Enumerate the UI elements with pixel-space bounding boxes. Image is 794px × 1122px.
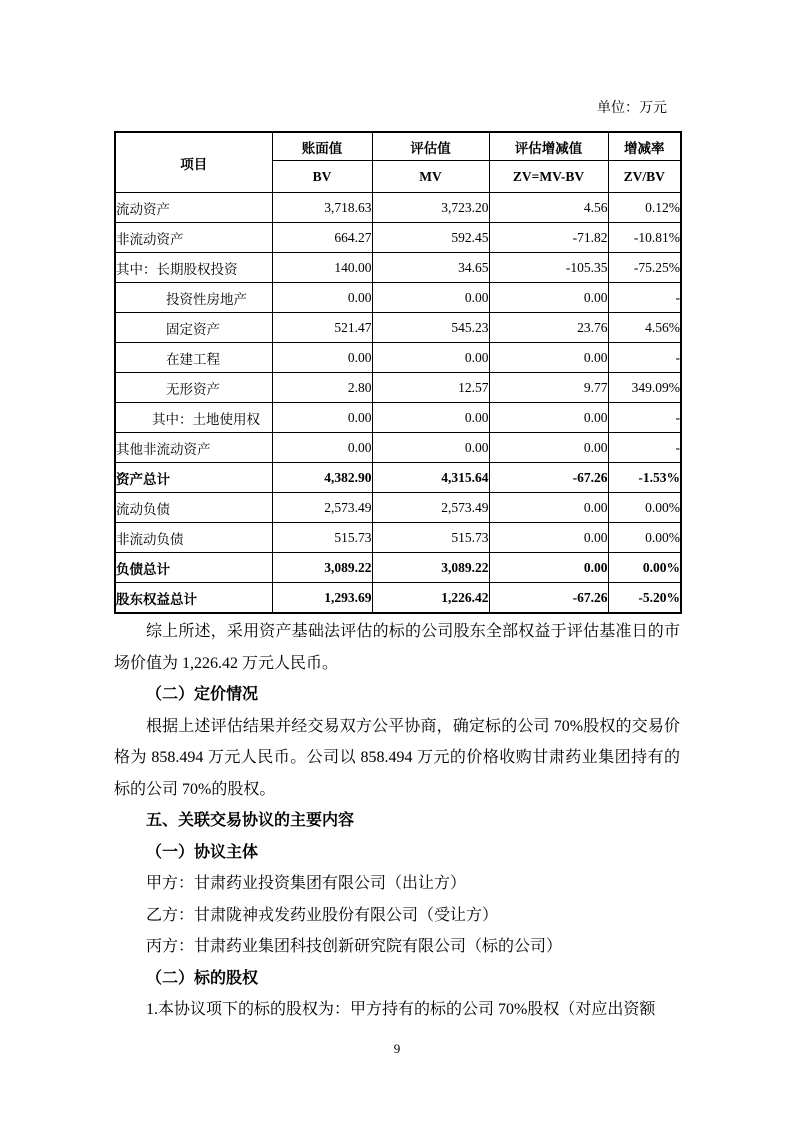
cell-rate: - <box>608 283 681 313</box>
cell-zv: -67.26 <box>489 583 608 614</box>
cell-item: 其中：长期股权投资 <box>115 253 272 283</box>
cell-rate: -5.20% <box>608 583 681 614</box>
cell-mv: 545.23 <box>372 313 489 343</box>
table-row <box>115 403 681 433</box>
cell-mv: 0.00 <box>372 283 489 313</box>
valuation-table <box>114 131 682 614</box>
table-row <box>115 283 681 313</box>
cell-bv: 3,718.63 <box>272 193 372 223</box>
header-zv-title: 评估增减值 <box>489 132 608 161</box>
table-row <box>115 193 681 223</box>
cell-mv: 592.45 <box>372 223 489 253</box>
cell-rate: 0.00% <box>608 523 681 553</box>
heading-target-equity: （二）标的股权 <box>146 969 259 987</box>
cell-rate: - <box>608 433 681 463</box>
cell-item: 非流动负债 <box>115 523 272 553</box>
cell-rate: -10.81% <box>608 223 681 253</box>
cell-mv: 2,573.49 <box>372 493 489 523</box>
cell-bv: 140.00 <box>272 253 372 283</box>
cell-mv: 0.00 <box>372 403 489 433</box>
cell-item: 在建工程 <box>115 343 272 373</box>
cell-rate: -75.25% <box>608 253 681 283</box>
paragraph-pricing: 根据上述评估结果并经交易双方公平协商，确定标的公司 70%股权的交易价格为 858.494 万元人民币。公司以 858.494 万元的价格收购甘肃药业集团持有的标的公司 70%的股权。 <box>114 717 680 798</box>
header-rate-title: 增减率 <box>608 132 681 161</box>
cell-mv: 3,723.20 <box>372 193 489 223</box>
cell-item: 无形资产 <box>115 373 272 403</box>
cell-rate: 349.09% <box>608 373 681 403</box>
cell-rate: 0.00% <box>608 493 681 523</box>
cell-mv: 1,226.42 <box>372 583 489 614</box>
line-party-a: 甲方：甘肃药业投资集团有限公司（出让方） <box>146 875 467 892</box>
cell-item: 负债总计 <box>115 553 272 583</box>
cell-zv: -105.35 <box>489 253 608 283</box>
cell-bv: 515.73 <box>272 523 372 553</box>
header-mv-sub: MV <box>372 161 489 193</box>
cell-bv: 0.00 <box>272 343 372 373</box>
cell-zv: 0.00 <box>489 493 608 523</box>
cell-rate: 4.56% <box>608 313 681 343</box>
cell-mv: 4,315.64 <box>372 463 489 493</box>
header-bv-title: 账面值 <box>272 132 372 161</box>
cell-item: 其他非流动资产 <box>115 433 272 463</box>
table-row <box>115 343 681 373</box>
paragraph-target-equity: 1.本协议项下的标的股权为：甲方持有的标的公司 70%股权（对应出资额 <box>146 1001 656 1018</box>
table-row <box>115 433 681 463</box>
cell-bv: 0.00 <box>272 403 372 433</box>
cell-rate: 0.12% <box>608 193 681 223</box>
line-party-c: 丙方：甘肃药业集团科技创新研究院有限公司（标的公司） <box>146 938 563 955</box>
table-row-total-assets <box>115 463 681 493</box>
header-rate-sub: ZV/BV <box>608 161 681 193</box>
cell-item: 其中：土地使用权 <box>115 403 272 433</box>
cell-mv: 0.00 <box>372 433 489 463</box>
table-row <box>115 313 681 343</box>
cell-zv: 0.00 <box>489 523 608 553</box>
page-number: 9 <box>393 1040 401 1056</box>
table-row <box>115 523 681 553</box>
cell-bv: 0.00 <box>272 433 372 463</box>
cell-rate: - <box>608 403 681 433</box>
line-party-b: 乙方：甘肃陇神戎发药业股份有限公司（受让方） <box>146 906 499 924</box>
cell-bv: 1,293.69 <box>272 583 372 614</box>
header-mv-title: 评估值 <box>372 132 489 161</box>
cell-zv: 4.56 <box>489 193 608 223</box>
heading-pricing: （二）定价情况 <box>146 686 259 703</box>
cell-bv: 0.00 <box>272 283 372 313</box>
cell-zv: 0.00 <box>489 283 608 313</box>
header-zv-sub: ZV=MV-BV <box>489 161 608 193</box>
cell-item: 固定资产 <box>115 313 272 343</box>
table-row <box>115 373 681 403</box>
table-row-total-liabilities <box>115 553 681 583</box>
header-item: 项目 <box>115 132 272 193</box>
cell-item: 流动资产 <box>115 193 272 223</box>
cell-bv: 4,382.90 <box>272 463 372 493</box>
cell-item: 资产总计 <box>115 463 272 493</box>
cell-bv: 2,573.49 <box>272 493 372 523</box>
cell-rate: - <box>608 343 681 373</box>
cell-zv: 0.00 <box>489 553 608 583</box>
unit-label: 单位：万元 <box>597 101 667 116</box>
cell-item: 非流动资产 <box>115 223 272 253</box>
cell-zv: 0.00 <box>489 343 608 373</box>
cell-zv: 23.76 <box>489 313 608 343</box>
header-bv-sub: BV <box>272 161 372 193</box>
cell-mv: 3,089.22 <box>372 553 489 583</box>
cell-mv: 12.57 <box>372 373 489 403</box>
cell-rate: 0.00% <box>608 553 681 583</box>
paragraph-summary: 综上所述，采用资产基础法评估的标的公司股东全部权益于评估基准日的市场价值为 1,226.42 万元人民币。 <box>114 623 680 672</box>
cell-rate: -1.53% <box>608 463 681 493</box>
table-row-total-equity <box>115 583 681 614</box>
table-row <box>115 493 681 523</box>
cell-zv: 9.77 <box>489 373 608 403</box>
cell-bv: 2.80 <box>272 373 372 403</box>
cell-mv: 0.00 <box>372 343 489 373</box>
cell-mv: 34.65 <box>372 253 489 283</box>
body-text <box>114 616 680 1026</box>
cell-zv: 0.00 <box>489 433 608 463</box>
cell-mv: 515.73 <box>372 523 489 553</box>
cell-item: 投资性房地产 <box>115 283 272 313</box>
heading-agreement-parties: （一）协议主体 <box>146 843 259 861</box>
cell-zv: 0.00 <box>489 403 608 433</box>
table-header-row-1 <box>115 132 681 161</box>
cell-bv: 521.47 <box>272 313 372 343</box>
cell-bv: 3,089.22 <box>272 553 372 583</box>
table-row <box>115 253 681 283</box>
cell-item: 流动负债 <box>115 493 272 523</box>
table-row <box>115 223 681 253</box>
cell-zv: -71.82 <box>489 223 608 253</box>
cell-zv: -67.26 <box>489 463 608 493</box>
cell-item: 股东权益总计 <box>115 583 272 614</box>
heading-section-5: 五、关联交易协议的主要内容 <box>146 812 355 829</box>
cell-bv: 664.27 <box>272 223 372 253</box>
